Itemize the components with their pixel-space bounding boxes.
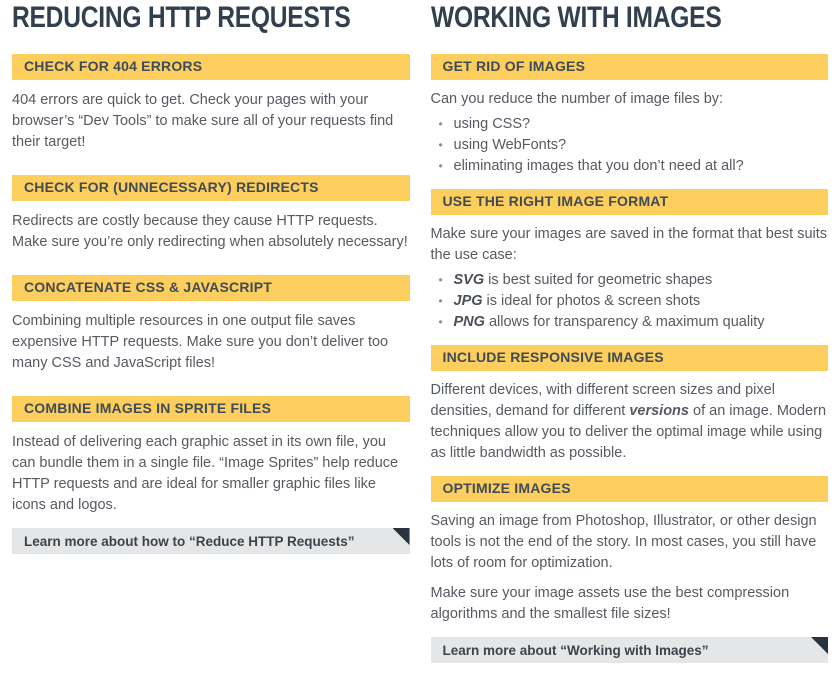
section-body-combine-sprites: Instead of delivering each graphic asset in its own file, you can bundle them in a single file. “Image Sprites” help reduce HTTP requests and are ideal for smaller graphic files like icons and logos. xyxy=(12,434,399,513)
format-term-png: PNG xyxy=(453,314,485,330)
section-body-responsive-images xyxy=(431,380,829,464)
section-heading-optimize-images: OPTIMIZE IMAGES xyxy=(431,476,829,502)
format-term-svg: SVG xyxy=(453,272,485,288)
responsive-body-emphasis: versions xyxy=(629,403,689,419)
section-heading-right-image-format: USE THE RIGHT IMAGE FORMAT xyxy=(431,189,829,215)
list-item xyxy=(431,270,829,291)
column-working-with-images xyxy=(430,1,829,663)
section-body-optimize-images-2: Make sure your image assets use the best compression algorithms and the smallest file sizes! xyxy=(430,585,790,622)
section-heading-check-404-errors: CHECK FOR 404 ERRORS xyxy=(12,54,410,80)
section-body-check-404-errors: 404 errors are quick to get. Check your pages with your browser’s “Dev Tools” to make sure all of your requests find their target! xyxy=(12,92,394,150)
image-format-list xyxy=(431,270,829,333)
left-column-title: REDUCING HTTP REQUESTS xyxy=(12,1,351,34)
section-heading-concatenate-css-js: CONCATENATE CSS & JAVASCRIPT xyxy=(12,275,410,301)
section-body-concatenate-css-js: Combining multiple resources in one output file saves expensive HTTP requests. Make sure you don’t deliver too many CSS and JavaScript files! xyxy=(12,313,389,371)
column-reducing-http-requests xyxy=(12,1,410,663)
responsive-body-before: Different devices, with different screen sizes and pixel densities, demand for different xyxy=(430,382,775,419)
section-heading-get-rid-of-images: GET RID OF IMAGES xyxy=(431,54,829,80)
section-heading-check-redirects: CHECK FOR (UNNECESSARY) REDIRECTS xyxy=(12,175,410,201)
section-body-optimize-images-1: Saving an image from Photoshop, Illustrator, or other design tools is not the end of the story. In most cases, you still have lots of room for optimization. xyxy=(430,513,817,571)
learn-more-http-requests-label: Learn more about how to “Reduce HTTP Requests” xyxy=(24,533,355,549)
folded-corner-icon xyxy=(393,528,410,545)
list-item xyxy=(431,312,829,333)
section-intro-right-image-format: Make sure your images are saved in the format that best suits the use case: xyxy=(430,226,828,263)
list-item xyxy=(431,291,829,312)
responsive-body-after: of an image. Modern techniques allow you to deliver the optimal image while using as little bandwidth as possible. xyxy=(430,403,827,461)
list-item: • using CSS? xyxy=(431,114,829,135)
section-heading-combine-sprites: COMBINE IMAGES IN SPRITE FILES xyxy=(12,396,410,422)
section-heading-responsive-images: INCLUDE RESPONSIVE IMAGES xyxy=(431,345,829,371)
learn-more-working-with-images-label: Learn more about “Working with Images” xyxy=(442,642,709,658)
format-desc-png: allows for transparency & maximum quality xyxy=(484,314,765,330)
get-rid-of-images-list xyxy=(431,114,829,177)
list-item: • eliminating images that you don’t need at all? xyxy=(431,156,829,177)
learn-more-http-requests-button[interactable] xyxy=(12,528,410,554)
format-desc-jpg: is ideal for photos & screen shots xyxy=(482,293,701,309)
format-term-jpg: JPG xyxy=(453,293,483,309)
list-item: • using WebFonts? xyxy=(431,135,829,156)
learn-more-working-with-images-button[interactable] xyxy=(431,637,829,663)
section-body-check-redirects: Redirects are costly because they cause HTTP requests. Make sure you’re only redirecting when absolutely necessary! xyxy=(12,213,408,250)
right-column-title: WORKING WITH IMAGES xyxy=(430,1,722,34)
section-intro-get-rid-of-images: Can you reduce the number of image files by: xyxy=(430,91,724,107)
folded-corner-icon xyxy=(811,637,828,654)
format-desc-svg: is best suited for geometric shapes xyxy=(484,272,713,288)
